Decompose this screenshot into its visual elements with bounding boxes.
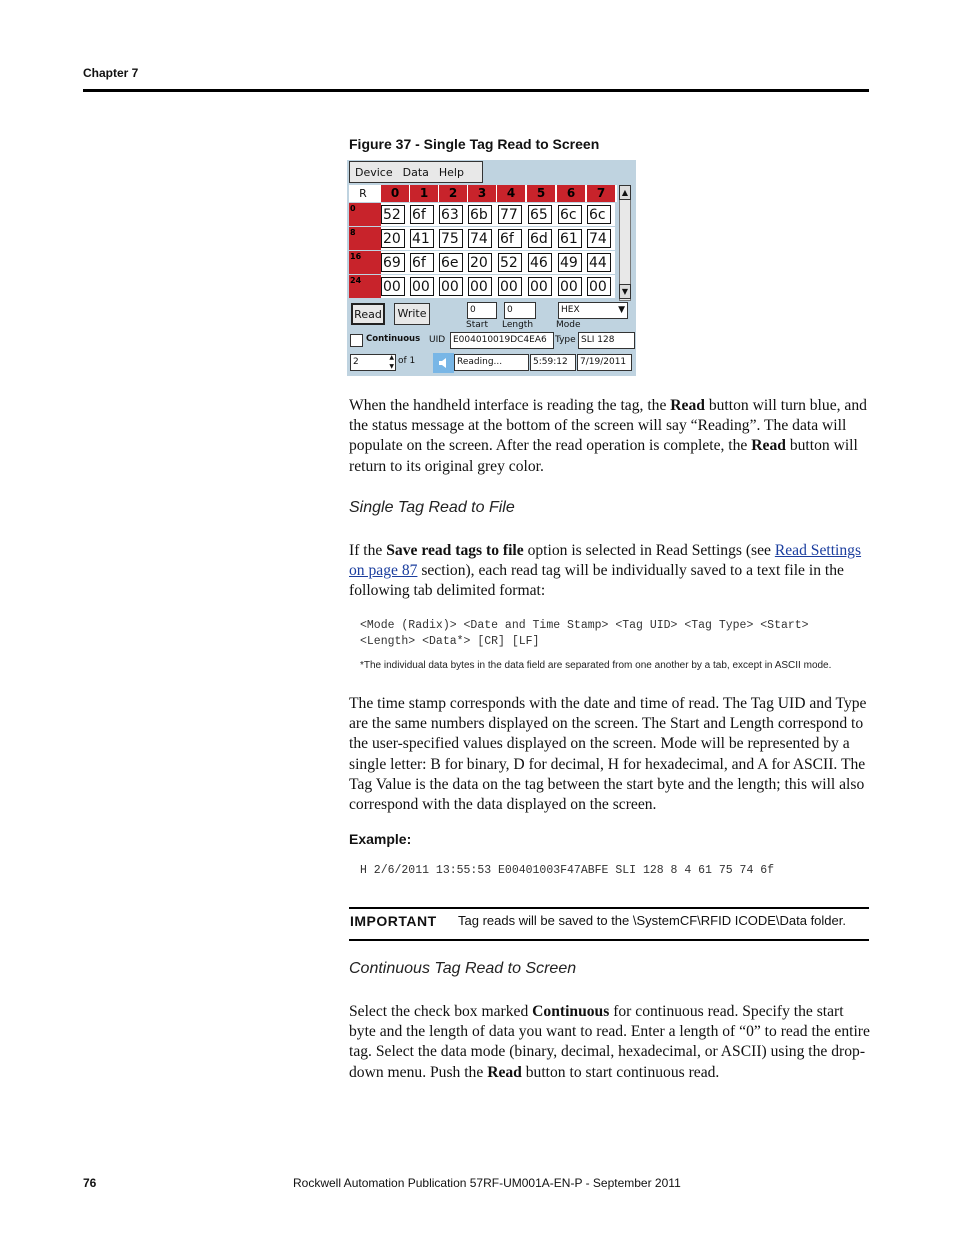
data-cell[interactable]: 6b xyxy=(468,205,492,224)
data-cell[interactable]: 65 xyxy=(528,205,552,224)
data-cell[interactable]: 6f xyxy=(410,253,434,272)
bold-option: Save read tags to file xyxy=(386,542,524,559)
data-cell[interactable]: 52 xyxy=(381,205,405,224)
data-cell[interactable]: 6f xyxy=(410,205,434,224)
data-cell[interactable]: 75 xyxy=(439,229,463,248)
continuous-label: Continuous xyxy=(366,334,421,344)
heading-single-tag-read-to-file: Single Tag Read to File xyxy=(349,499,515,516)
menu-data[interactable]: Data xyxy=(402,165,429,179)
bold-read: Read xyxy=(487,1063,522,1081)
data-cell[interactable]: 44 xyxy=(587,253,611,272)
stepper-arrows-icon[interactable]: ▲ ▼ xyxy=(389,354,394,370)
length-label: Length xyxy=(502,320,534,330)
publication-footer: Rockwell Automation Publication 57RF-UM001A-EN-P - September 2011 xyxy=(293,1176,681,1190)
menu-bar xyxy=(349,161,483,183)
text-span: button will return to its original grey color. xyxy=(349,437,858,475)
status-field: Reading... xyxy=(454,354,529,371)
data-cell[interactable]: 6f xyxy=(498,229,522,248)
read-settings-link[interactable]: Read Settings on page 87 xyxy=(349,542,862,580)
data-cell[interactable]: 00 xyxy=(468,277,492,296)
time-field: 5:59:12 xyxy=(530,354,576,371)
data-cell[interactable]: 52 xyxy=(498,253,522,272)
important-bottom-rule xyxy=(349,939,869,941)
data-cell[interactable]: 6c xyxy=(558,205,582,224)
text-span: button will turn blue, and the status message at the bottom of the screen will say “Reading”. The data will populate on the screen. After the read operation is complete, the xyxy=(349,397,867,455)
important-top-rule xyxy=(349,907,869,909)
chevron-down-icon: ▼ xyxy=(618,305,625,315)
chapter-label: Chapter 7 xyxy=(83,66,139,80)
page-number: 76 xyxy=(83,1176,97,1190)
continuous-checkbox[interactable] xyxy=(350,334,363,347)
heading-continuous-tag-read: Continuous Tag Read to Screen xyxy=(349,960,577,977)
start-label: Start xyxy=(466,320,488,330)
data-cell[interactable]: 61 xyxy=(558,229,582,248)
mode-value: HEX xyxy=(561,305,580,315)
bold-read: Read xyxy=(751,437,786,455)
important-label: IMPORTANT xyxy=(350,913,437,929)
paragraph-read-behavior xyxy=(349,396,871,477)
col-header: 3 xyxy=(468,185,496,202)
data-cell[interactable]: 63 xyxy=(439,205,463,224)
important-text: Tag reads will be saved to the \SystemCF\RFID ICODE\Data folder. xyxy=(458,913,846,928)
data-cell[interactable]: 77 xyxy=(498,205,522,224)
data-cell[interactable]: 00 xyxy=(381,277,405,296)
date-field: 7/19/2011 xyxy=(577,354,632,371)
data-cell[interactable]: 00 xyxy=(410,277,434,296)
read-button[interactable]: Read xyxy=(351,303,385,325)
data-cell[interactable]: 20 xyxy=(468,253,492,272)
text-span: for continuous read. Specify the start byte and the length of data you want to read. Enter a length of “0” to read the entire tag. Select the data mode (binary, decimal, hexadecimal, or ASCII) using the drop-down menu. Push the xyxy=(349,1003,870,1081)
footnote: *The individual data bytes in the data field are separated from one another by a tab, except in ASCII mode. xyxy=(360,660,832,671)
data-cell[interactable]: 6d xyxy=(528,229,552,248)
header-rule xyxy=(83,89,869,92)
data-cell[interactable]: 20 xyxy=(381,229,405,248)
data-cell[interactable]: 69 xyxy=(381,253,405,272)
text-span: If the xyxy=(349,542,387,559)
col-header: 0 xyxy=(381,185,409,202)
data-cell[interactable]: 74 xyxy=(587,229,611,248)
page-value: 2 xyxy=(353,357,359,367)
data-cell[interactable]: 46 xyxy=(528,253,552,272)
format-line-2: <Length> <Data*> [CR] [LF] xyxy=(360,635,540,648)
data-cell[interactable]: 00 xyxy=(498,277,522,296)
speaker-icon[interactable] xyxy=(433,353,454,373)
page-of-label: of 1 xyxy=(398,356,416,366)
scroll-down-icon[interactable]: ▼ xyxy=(619,284,631,299)
data-cell[interactable]: 00 xyxy=(528,277,552,296)
example-line: H 2/6/2011 13:55:53 E00401003F47ABFE SLI 128 8 4 61 75 74 6f xyxy=(360,864,775,877)
scroll-up-icon[interactable]: ▲ xyxy=(619,185,631,200)
paragraph-save-to-file xyxy=(349,541,871,602)
data-cell[interactable]: 74 xyxy=(468,229,492,248)
data-cell[interactable]: 6c xyxy=(587,205,611,224)
text-span: section), each read tag will be individually saved to a text file in the following tab delimited format: xyxy=(349,562,844,600)
text-span: option is selected in Read Settings (see xyxy=(523,542,775,559)
type-field: SLI 128 xyxy=(578,332,635,349)
type-label: Type xyxy=(555,335,576,345)
menu-device[interactable]: Device xyxy=(355,165,393,179)
write-button[interactable]: Write xyxy=(394,303,430,325)
text-span: Select the check box marked xyxy=(349,1003,533,1020)
figure-screenshot xyxy=(347,160,636,376)
start-input[interactable]: 0 xyxy=(467,302,497,319)
mode-label: Mode xyxy=(556,320,581,330)
row-header-label: R xyxy=(351,185,375,202)
data-cell[interactable]: 6e xyxy=(439,253,463,272)
mode-select[interactable] xyxy=(558,302,628,319)
text-span: button to start continuous read. xyxy=(521,1063,720,1081)
data-cell[interactable]: 49 xyxy=(558,253,582,272)
row-label: 8 xyxy=(349,227,381,250)
col-header: 4 xyxy=(497,185,525,202)
format-line-1: <Mode (Radix)> <Date and Time Stamp> <Tag UID> <Tag Type> <Start> xyxy=(360,619,809,632)
uid-label: UID xyxy=(429,335,446,345)
col-header: 5 xyxy=(527,185,555,202)
data-cell[interactable]: 00 xyxy=(587,277,611,296)
figure-caption: Figure 37 - Single Tag Read to Screen xyxy=(349,136,600,152)
row-label: 24 xyxy=(349,275,381,298)
bold-read: Read xyxy=(670,397,705,414)
col-header: 7 xyxy=(587,185,615,202)
col-header: 6 xyxy=(557,185,585,202)
row-label: 16 xyxy=(349,251,381,274)
paragraph-continuous xyxy=(349,1002,871,1083)
uid-field: E004010019DC4EA6 xyxy=(450,332,554,349)
row-label: 0 xyxy=(349,203,381,226)
bold-continuous: Continuous xyxy=(532,1003,610,1020)
text-span: When the handheld interface is reading the tag, the xyxy=(349,397,671,414)
col-header: 2 xyxy=(439,185,467,202)
example-label: Example: xyxy=(349,831,412,847)
page-stepper[interactable] xyxy=(350,354,396,371)
col-header: 1 xyxy=(410,185,438,202)
menu-help[interactable]: Help xyxy=(438,165,464,179)
data-cell[interactable]: 41 xyxy=(410,229,434,248)
paragraph-timestamp: The time stamp corresponds with the date and time of read. The Tag UID and Type are the same numbers displayed on the screen. The Start and Length correspond to the user-specified values displayed on the screen. Mode will be represented by a single letter: B for binary, D for decimal, H for hexadecimal, and A for ASCII. The Tag Value is the data on the tag between the start byte and the length; this will also correspond with the data displayed on the screen. xyxy=(349,695,867,814)
data-cell[interactable]: 00 xyxy=(558,277,582,296)
data-cell[interactable]: 00 xyxy=(439,277,463,296)
length-input[interactable]: 0 xyxy=(504,302,536,319)
